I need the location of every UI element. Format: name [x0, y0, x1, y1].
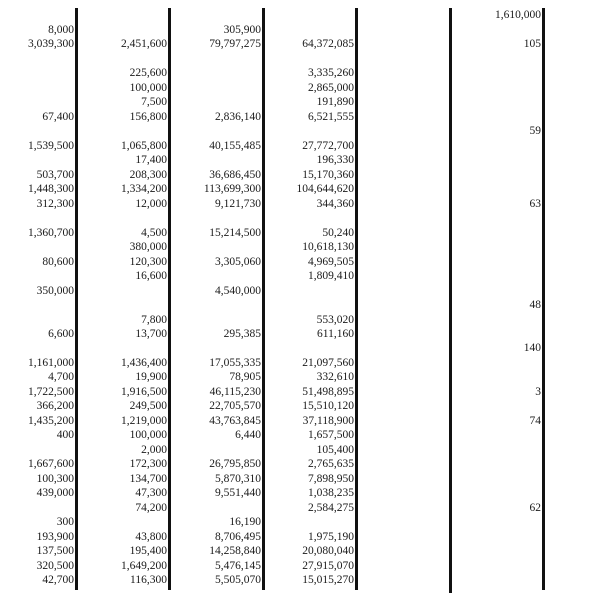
table-cell: 15,170,360	[302, 169, 354, 181]
table-cell: 553,020	[316, 314, 354, 326]
table-cell: 17,400	[135, 154, 167, 166]
table-cell: 36,686,450	[209, 169, 261, 181]
table-cell: 26,795,850	[209, 458, 261, 470]
table-cell: 1,916,500	[121, 386, 167, 398]
table-cell: 42,700	[42, 574, 74, 586]
column-divider	[355, 8, 358, 590]
table-cell: 249,500	[129, 400, 167, 412]
table-cell: 116,300	[130, 574, 167, 586]
table-cell: 4,969,505	[308, 256, 354, 268]
table-cell: 1,610,000	[495, 9, 541, 21]
table-cell: 1,649,200	[121, 560, 167, 572]
table-cell: 6,600	[48, 328, 74, 340]
table-cell: 332,610	[316, 371, 354, 383]
table-cell: 2,451,600	[121, 38, 167, 50]
table-cell: 64,372,085	[302, 38, 354, 50]
table-cell: 2,584,275	[308, 502, 354, 514]
table-cell: 8,000	[48, 24, 74, 36]
table-cell: 134,700	[129, 473, 167, 485]
table-cell: 172,300	[129, 458, 167, 470]
table-cell: 191,890	[316, 96, 354, 108]
table-cell: 13,700	[135, 328, 167, 340]
table-cell: 225,600	[129, 67, 167, 79]
table-cell: 1,360,700	[28, 227, 74, 239]
table-cell: 12,000	[135, 198, 167, 210]
table-cell: 22,705,570	[209, 400, 261, 412]
table-cell: 1,809,410	[308, 270, 354, 282]
table-cell: 43,800	[135, 531, 167, 543]
table-cell: 105,400	[316, 444, 354, 456]
table-cell: 6,440	[235, 429, 261, 441]
table-cell: 105	[523, 38, 541, 50]
table-cell: 16,190	[229, 516, 261, 528]
column-divider	[542, 8, 545, 590]
column-divider	[449, 8, 452, 593]
table-cell: 15,510,120	[302, 400, 354, 412]
table-cell: 5,505,070	[215, 574, 261, 586]
table-cell: 17,055,335	[209, 357, 261, 369]
table-cell: 300	[56, 516, 74, 528]
table-cell: 1,219,000	[121, 415, 167, 427]
table-cell: 439,000	[36, 487, 74, 499]
table-cell: 20,080,040	[302, 545, 354, 557]
table-cell: 43,763,845	[209, 415, 261, 427]
table-cell: 46,115,230	[209, 386, 261, 398]
table-cell: 611,160	[317, 328, 354, 340]
table-cell: 1,667,600	[28, 458, 74, 470]
table-cell: 10,618,130	[302, 241, 354, 253]
table-cell: 48	[529, 299, 541, 311]
table-cell: 1,539,500	[28, 140, 74, 152]
table-cell: 21,097,560	[302, 357, 354, 369]
table-cell: 400	[56, 429, 74, 441]
table-cell: 140	[523, 342, 541, 354]
table-cell: 6,521,555	[308, 111, 354, 123]
table-cell: 1,334,200	[121, 183, 167, 195]
table-cell: 4,500	[141, 227, 167, 239]
table-cell: 59	[529, 125, 541, 137]
table-cell: 7,500	[141, 96, 167, 108]
table-cell: 120,300	[129, 256, 167, 268]
table-cell: 503,700	[36, 169, 74, 181]
table-cell: 15,015,270	[302, 574, 354, 586]
table-cell: 3,305,060	[215, 256, 261, 268]
table-cell: 137,500	[36, 545, 74, 557]
table-cell: 100,300	[36, 473, 74, 485]
table-cell: 2,000	[141, 444, 167, 456]
table-cell: 312,300	[36, 198, 74, 210]
table-cell: 4,700	[48, 371, 74, 383]
table-cell: 104,644,620	[296, 183, 354, 195]
table-cell: 113,699,300	[203, 183, 261, 195]
table-cell: 320,500	[36, 560, 74, 572]
column-divider	[168, 8, 171, 590]
table-cell: 2,865,000	[308, 82, 354, 94]
table-cell: 1,435,200	[28, 415, 74, 427]
table-cell: 5,870,310	[215, 473, 261, 485]
table-cell: 100,000	[129, 429, 167, 441]
table-cell: 3,335,260	[308, 67, 354, 79]
table-cell: 80,600	[42, 256, 74, 268]
table-cell: 1,161,000	[28, 357, 74, 369]
table-cell: 196,330	[316, 154, 354, 166]
table-cell: 50,240	[322, 227, 354, 239]
table-cell: 100,000	[129, 82, 167, 94]
table-cell: 295,385	[223, 328, 261, 340]
table-cell: 19,900	[135, 371, 167, 383]
table-cell: 208,300	[129, 169, 167, 181]
table-cell: 14,258,840	[209, 545, 261, 557]
table-cell: 37,118,900	[302, 415, 354, 427]
table-cell: 1,975,190	[308, 531, 354, 543]
table-cell: 1,436,400	[121, 357, 167, 369]
table-cell: 3,039,300	[28, 38, 74, 50]
table-cell: 16,600	[135, 270, 167, 282]
table-cell: 63	[529, 198, 541, 210]
table-cell: 1,448,300	[28, 183, 74, 195]
table-cell: 4,540,000	[215, 285, 261, 297]
table-cell: 1,722,500	[28, 386, 74, 398]
table-cell: 27,772,700	[302, 140, 354, 152]
column-divider	[262, 8, 265, 590]
table-cell: 344,360	[316, 198, 354, 210]
table-cell: 195,400	[129, 545, 167, 557]
table-cell: 15,214,500	[209, 227, 261, 239]
table-cell: 366,200	[36, 400, 74, 412]
table-cell: 2,836,140	[215, 111, 261, 123]
table-cell: 156,800	[129, 111, 167, 123]
table-cell: 305,900	[223, 24, 261, 36]
table-cell: 67,400	[42, 111, 74, 123]
table-cell: 2,765,635	[308, 458, 354, 470]
column-divider	[75, 8, 78, 590]
table-cell: 74,200	[135, 502, 167, 514]
table-cell: 74	[529, 415, 541, 427]
table-cell: 1,657,500	[308, 429, 354, 441]
table-cell: 27,915,070	[302, 560, 354, 572]
table-cell: 51,498,895	[302, 386, 354, 398]
table-cell: 9,121,730	[215, 198, 261, 210]
table-cell: 1,065,800	[121, 140, 167, 152]
table-cell: 350,000	[36, 285, 74, 297]
table-cell: 7,898,950	[308, 473, 354, 485]
table-cell: 5,476,145	[215, 560, 261, 572]
table-cell: 7,800	[141, 314, 167, 326]
table-cell: 380,000	[129, 241, 167, 253]
table-cell: 40,155,485	[209, 140, 261, 152]
table-cell: 1,038,235	[308, 487, 354, 499]
table-cell: 62	[529, 502, 541, 514]
table-cell: 47,300	[135, 487, 167, 499]
table-cell: 78,905	[229, 371, 261, 383]
table-cell: 9,551,440	[215, 487, 261, 499]
table-cell: 79,797,275	[209, 38, 261, 50]
table-cell: 8,706,495	[215, 531, 261, 543]
table-cell: 3	[535, 386, 541, 398]
table-cell: 193,900	[36, 531, 74, 543]
